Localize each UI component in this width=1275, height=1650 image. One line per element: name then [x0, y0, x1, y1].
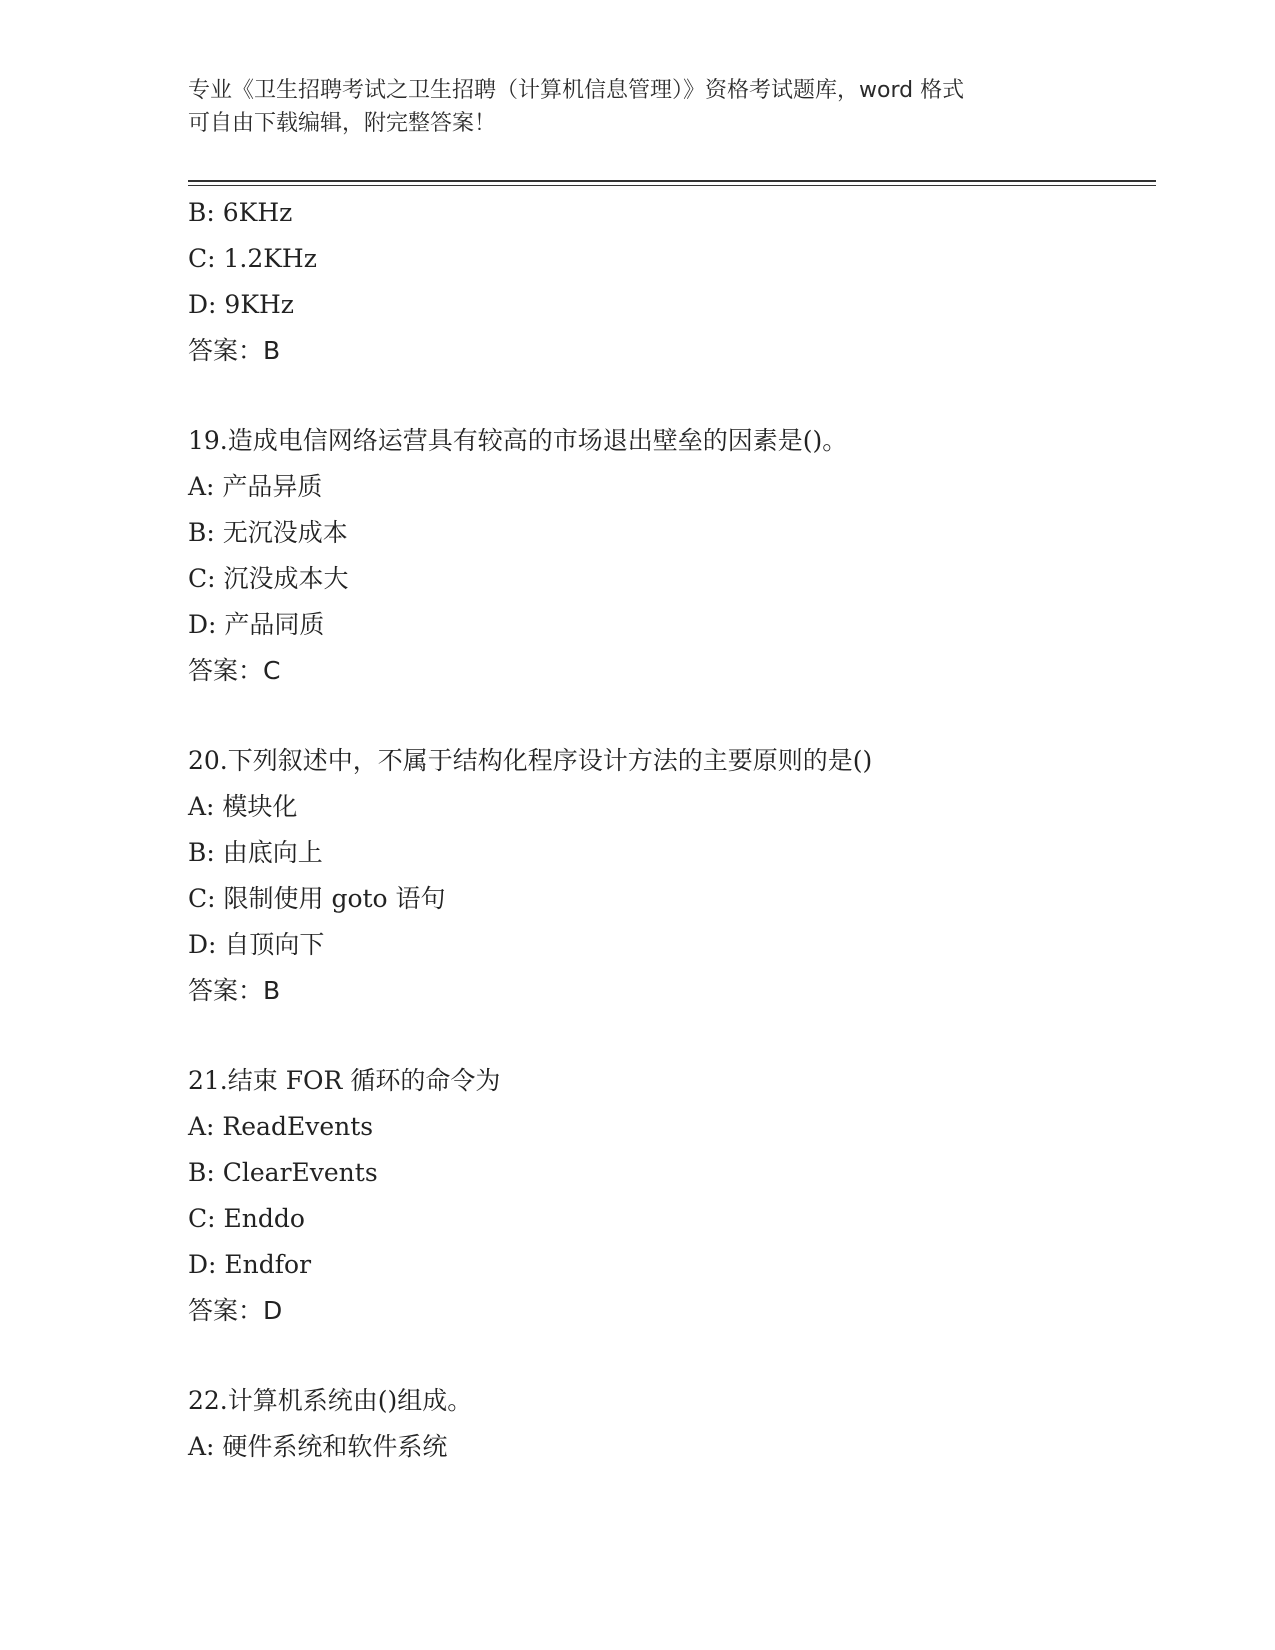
- option-a: A: 产品异质: [188, 472, 323, 501]
- answer: 答案：B: [188, 336, 281, 365]
- question-text: 21.结束 FOR 循环的命令为: [188, 1066, 501, 1095]
- option-c: C: Enddo: [188, 1204, 305, 1233]
- option-a: A: 模块化: [188, 792, 298, 821]
- option-d: D: 自顶向下: [188, 930, 325, 959]
- header-title-line2: 可自由下载编辑，附完整答案！: [188, 111, 497, 136]
- question-22: [188, 1378, 1156, 1470]
- option-d: D: Endfor: [188, 1250, 312, 1279]
- question-18-continued: [188, 190, 1156, 374]
- option-b: B: 由底向上: [188, 838, 323, 867]
- option-a: A: ReadEvents: [188, 1112, 374, 1141]
- option-b: B: 6KHz: [188, 198, 293, 227]
- document-body: [188, 190, 1156, 1470]
- option-d: D: 产品同质: [188, 610, 325, 639]
- document-header: [188, 74, 1088, 140]
- option-b: B: ClearEvents: [188, 1158, 378, 1187]
- question-text: 20.下列叙述中，不属于结构化程序设计方法的主要原则的是(): [188, 746, 873, 775]
- question-19: [188, 418, 1156, 694]
- option-c: C: 限制使用 goto 语句: [188, 884, 446, 913]
- spacer: [188, 1014, 1156, 1058]
- answer: 答案：C: [188, 656, 281, 685]
- spacer: [188, 694, 1156, 738]
- option-c: C: 1.2KHz: [188, 244, 317, 273]
- answer: 答案：B: [188, 976, 281, 1005]
- header-title-line1: 专业《卫生招聘考试之卫生招聘（计算机信息管理）》资格考试题库，word 格式: [188, 78, 965, 103]
- option-a: A: 硬件系统和软件系统: [188, 1432, 448, 1461]
- question-20: [188, 738, 1156, 1014]
- header-divider-thin: [188, 185, 1156, 186]
- option-b: B: 无沉没成本: [188, 518, 348, 547]
- spacer: [188, 374, 1156, 418]
- spacer: [188, 1334, 1156, 1378]
- option-c: C: 沉没成本大: [188, 564, 349, 593]
- question-text: 19.造成电信网络运营具有较高的市场退出壁垒的因素是()。: [188, 426, 848, 455]
- header-divider: [188, 180, 1156, 182]
- option-d: D: 9KHz: [188, 290, 294, 319]
- question-21: [188, 1058, 1156, 1334]
- answer: 答案：D: [188, 1296, 283, 1325]
- question-text: 22.计算机系统由()组成。: [188, 1386, 473, 1415]
